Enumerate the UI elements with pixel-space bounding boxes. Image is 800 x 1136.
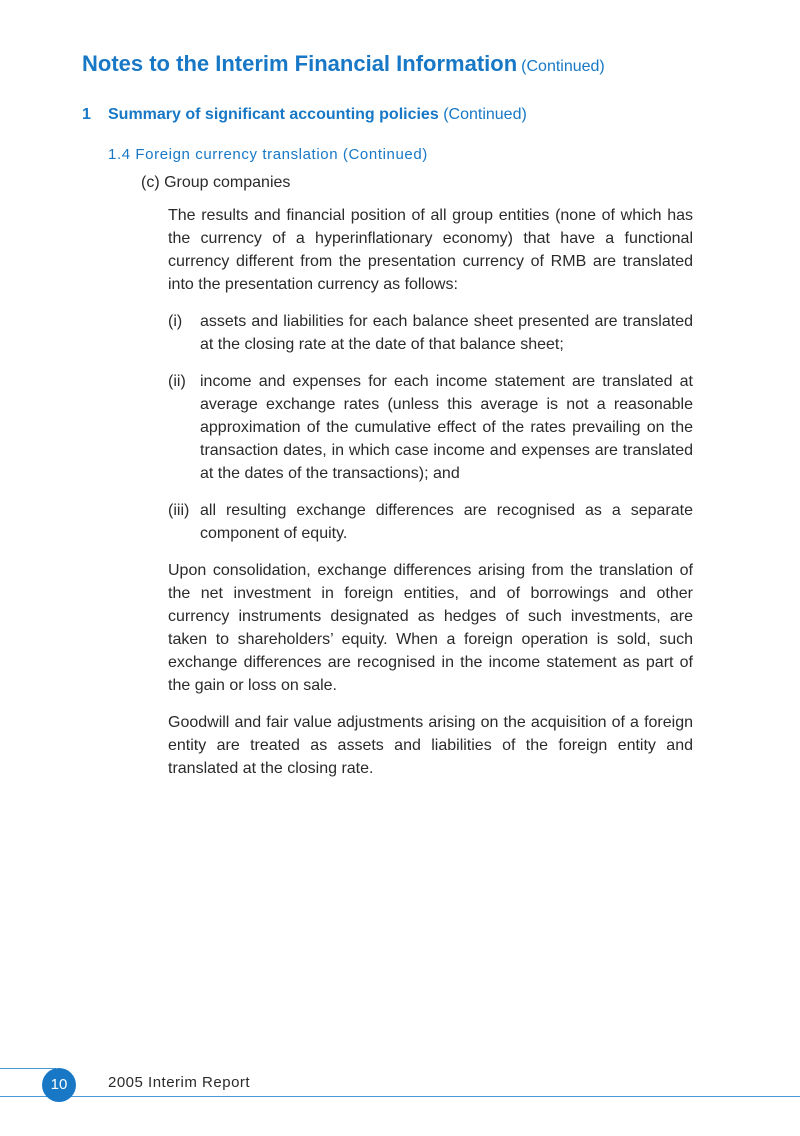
page-title-text: Notes to the Interim Financial Information: [82, 51, 518, 76]
list-item-text: income and expenses for each income statement are translated at average exchange rates (unless this average is not a reasonable approximation of the cumulative effect of the rates prevailing on the transaction dates, in which case income and expenses are translated at the dates of the transactions); and: [200, 373, 693, 482]
page-title: [82, 51, 605, 77]
footer-divider-short: [0, 1068, 56, 1069]
section-name: Summary of significant accounting policies: [108, 106, 439, 123]
list-item-label: (iii): [168, 502, 190, 519]
consolidation-paragraph: Upon consolidation, exchange differences arising from the translation of the net investment in foreign entities, and of borrowings and other currency instruments designated as hedges of such investments, are taken to shareholders’ equity. When a foreign operation is sold, such exchange differences are recognised in the income statement as part of the gain or loss on sale.: [168, 562, 693, 694]
list-item: [168, 310, 693, 356]
list-item: [168, 370, 693, 485]
page-number: 10: [42, 1068, 76, 1102]
list-item-label: (i): [168, 313, 183, 330]
sub-item-heading: (c) Group companies: [141, 174, 291, 191]
section-number: 1: [82, 106, 91, 123]
page-title-suffix: (Continued): [521, 58, 605, 75]
list-item: [168, 499, 693, 545]
footer-divider: [0, 1096, 800, 1097]
section-heading: [82, 106, 527, 124]
list-item-text: all resulting exchange differences are recognised as a separate component of equity.: [200, 502, 693, 542]
list-item-label: (ii): [168, 373, 186, 390]
goodwill-paragraph: Goodwill and fair value adjustments arising on the acquisition of a foreign entity are treated as assets and liabilities of the foreign entity and translated at the closing rate.: [168, 714, 693, 777]
intro-paragraph: The results and financial position of all group entities (none of which has the currency of a hyperinflationary economy) that have a functional currency different from the presentation currency of RMB are translated into the presentation currency as follows:: [168, 207, 693, 293]
list-item-text: assets and liabilities for each balance sheet presented are translated at the closing rate at the date of that balance sheet;: [200, 313, 693, 353]
subsection-heading: 1.4 Foreign currency translation (Continued): [108, 146, 428, 163]
section-suffix: (Continued): [443, 106, 527, 123]
report-name: 2005 Interim Report: [108, 1074, 251, 1091]
body-text: [168, 204, 693, 794]
